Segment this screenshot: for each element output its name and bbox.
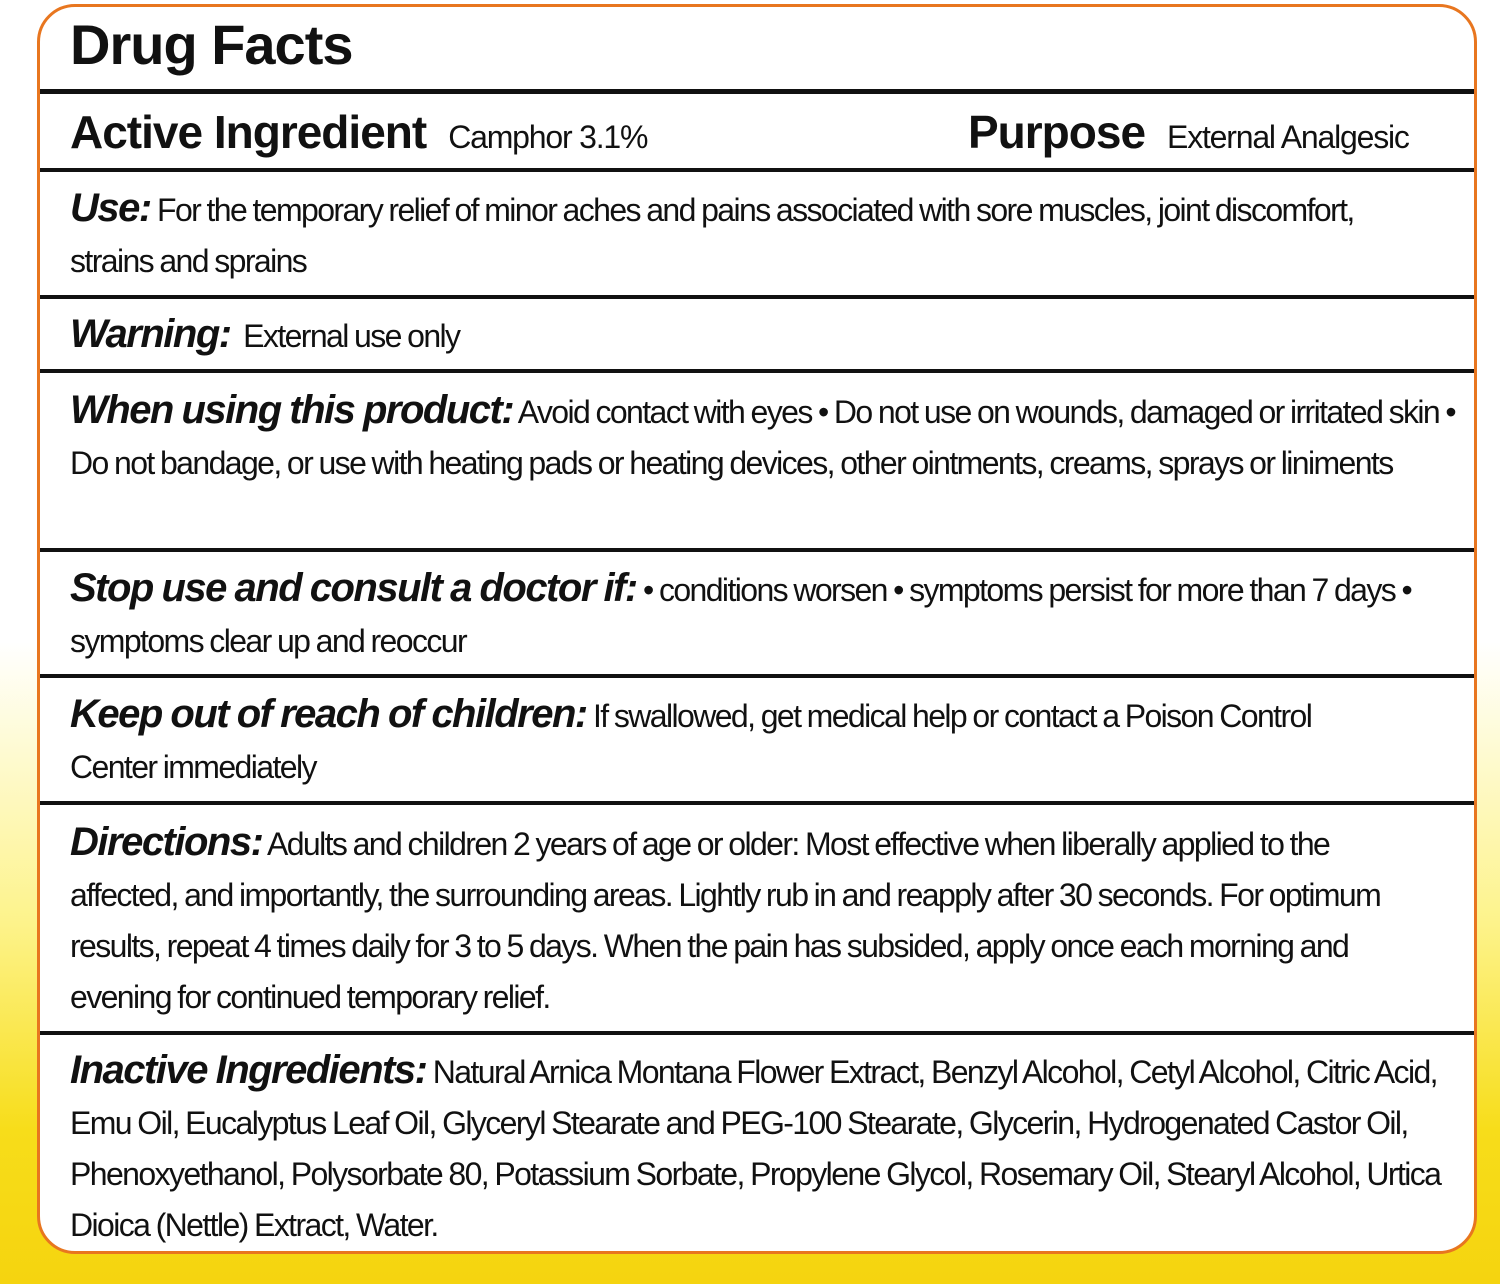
keep-out-heading: Keep out of reach of children:	[70, 692, 587, 736]
keep-out-text: If swallowed, get medical help or contact a Poison Control Center immediately	[70, 698, 1312, 785]
warning-text: External use only	[243, 318, 460, 354]
purpose-heading: Purpose	[968, 106, 1146, 158]
when-using-heading: When using this product:	[70, 388, 514, 432]
warning-divider	[40, 369, 1474, 373]
stop-use-heading: Stop use and consult a doctor if:	[70, 566, 637, 610]
directions-section	[40, 817, 1474, 1023]
directions-heading: Directions:	[70, 820, 263, 864]
stop-use-section	[40, 563, 1474, 667]
inactive-ingredients-heading: Inactive Ingredients:	[70, 1048, 427, 1092]
active-ingredient-value: Camphor 3.1%	[448, 119, 648, 155]
use-text: For the temporary relief of minor aches and pains associated with sore muscles, joint discomfort, strains and sprains	[70, 192, 1354, 279]
drug-facts-panel	[37, 4, 1477, 1254]
when-using-divider	[40, 548, 1474, 552]
stop-use-text: • conditions worsen • symptoms persist for more than 7 days • symptoms clear up and reoccur	[70, 572, 1412, 659]
when-using-text: Avoid contact with eyes • Do not use on wounds, damaged or irritated skin • Do not bandage, or use with heating pads or heating devices, other ointments, creams, sprays or liniments	[70, 394, 1455, 481]
use-heading: Use:	[70, 186, 151, 230]
warning-section	[40, 309, 1474, 362]
active-ingredient-row	[40, 92, 1474, 170]
use-section	[40, 183, 1474, 287]
use-divider	[40, 295, 1474, 299]
directions-divider	[40, 1031, 1474, 1035]
stop-use-divider	[40, 674, 1474, 678]
drug-facts-title: Drug Facts	[70, 13, 353, 76]
keep-out-section	[40, 689, 1474, 793]
active-ingredient-heading: Active Ingredient	[70, 106, 427, 158]
keep-out-divider	[40, 801, 1474, 805]
warning-heading: Warning:	[70, 312, 231, 356]
purpose-value: External Analgesic	[1167, 119, 1409, 155]
when-using-section	[40, 385, 1474, 489]
inactive-ingredients-section	[40, 1045, 1474, 1251]
inactive-ingredients-text: Natural Arnica Montana Flower Extract, Benzyl Alcohol, Cetyl Alcohol, Citric Acid, Emu Oil, Eucalyptus Leaf Oil, Glyceryl Stearate and PEG-100 Stearate, Glycerin, Hydrogenated Castor Oil, Phenoxyethanol, Polysorbate 80, Potassium Sorbate, Propylene Glycol, Rosemary Oil, Stearyl Alcohol, Urtica Dioica (Nettle) Extract, Water.	[70, 1054, 1441, 1243]
directions-text: Adults and children 2 years of age or older: Most effective when liberally applied to the affected, and importantly, the surrounding areas. Lightly rub in and reapply after 30 seconds. For optimum results, repeat 4 times daily for 3 to 5 days. When the pain has subsided, apply once each morning and evening for continued temporary relief.	[70, 826, 1381, 1015]
active-ingredient-divider	[40, 168, 1474, 172]
